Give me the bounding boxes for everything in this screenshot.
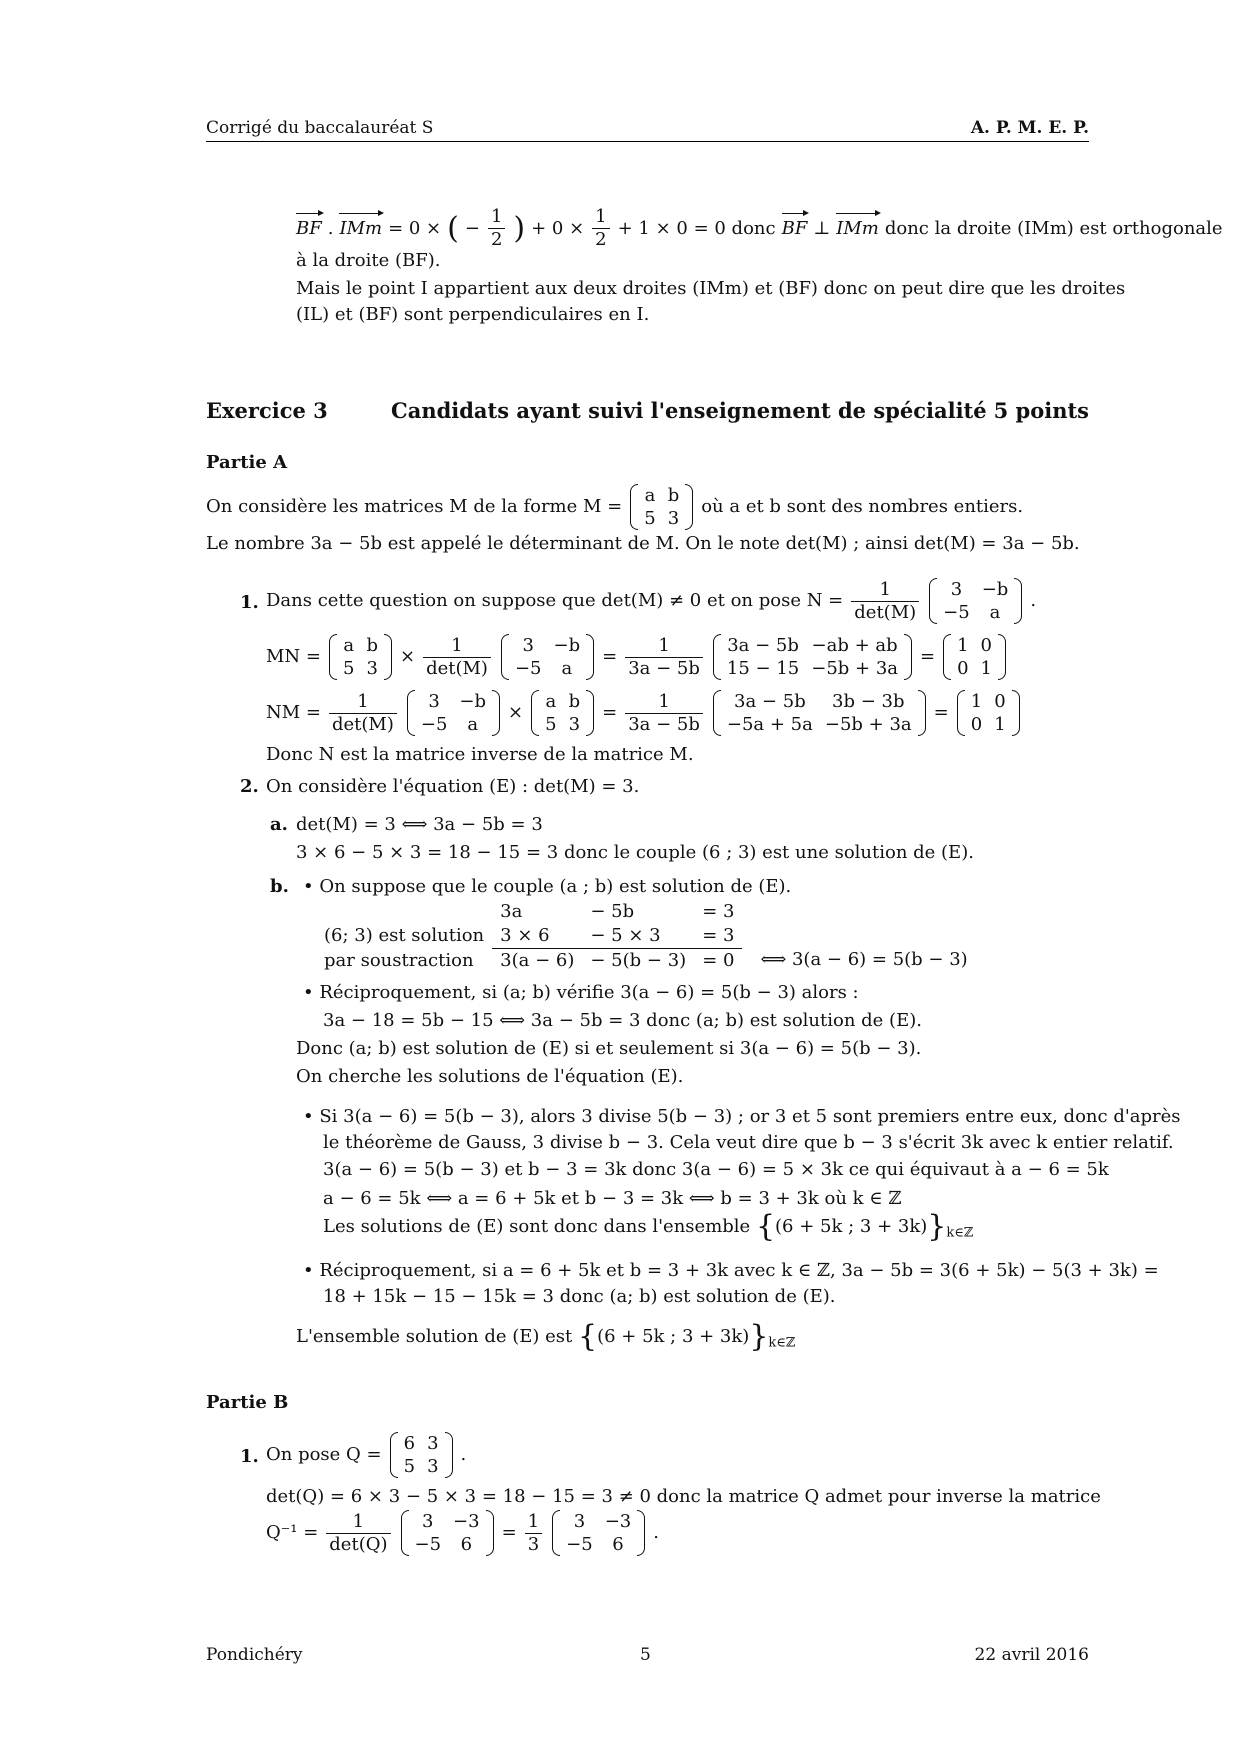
matrix-cell: 3: [573, 1511, 586, 1532]
matrix-cell: 5: [545, 714, 557, 735]
matrix-cell: 6: [403, 1433, 416, 1454]
matrix-m: [329, 634, 392, 680]
matrix-cell: −5a + 5a: [726, 714, 813, 735]
header-left: Corrigé du baccalauréat S: [206, 118, 434, 138]
q1-conclusion: Donc N est la matrice inverse de la matrice M.: [266, 744, 694, 765]
matrix-cell: 1: [957, 635, 969, 656]
matrix-cell: −5: [943, 602, 970, 623]
gauss-line-1: • Si 3(a − 6) = 5(b − 3), alors 3 divise 5(b − 3) ; or 3 et 5 sont premiers entre eux, donc d'après: [303, 1106, 1181, 1127]
final-solution: L'ensemble solution de (E) est {(6 + 5k ; $3 + 3k)\}_{k\in ℤ}$: [296, 1319, 796, 1354]
matrix-cell: −b: [553, 635, 581, 656]
top-line-3: Mais le point I appartient aux deux droites (IMm) et (BF) donc on peut dire que les droites: [296, 278, 1126, 299]
header-rule: [206, 141, 1089, 142]
nm-equation: NM = 1 det(M) 3 −b −5 a × a b 5 3 = $\frac{1}{3a - 5b}$ 3a − 5b 3b − 3b −5a + 5a −5b + 3a = 1 0 0 1: [266, 690, 1022, 736]
q2b-line-4: Donc (a; b) est solution de (E) si et seulement si 3(a − 6) = 5(b − 3).: [296, 1038, 922, 1059]
partA-intro-1: On considère les matrices M de la forme M = a b 5 3 où a et b sont des nombres entiers.: [206, 485, 1024, 529]
matrix-cell: −b: [459, 691, 487, 712]
matrix-cell: −5b + 3a: [811, 658, 898, 679]
q2a-label: a.: [270, 814, 288, 835]
matrix-cell: −5: [566, 1534, 593, 1555]
matrix-cell: 3: [950, 579, 963, 600]
matrix-cell: −ab + ab: [811, 635, 898, 656]
matrix-cell: b: [366, 635, 378, 656]
matrix-cell: 3a − 5b: [734, 691, 806, 712]
matrix-cell: 6: [460, 1534, 473, 1555]
matrix-cell: −5: [420, 714, 448, 735]
matrix-nadj: [501, 634, 594, 680]
q2b-label: b.: [270, 876, 289, 897]
q1-number: 1.: [240, 592, 259, 613]
vector-bf: BF: [296, 216, 322, 242]
fraction-half-2: $\frac{1}{2}$: [592, 206, 609, 251]
footer-right: 22 avril 2016: [974, 1645, 1089, 1665]
subtraction-system: 3a − 5b = 3 (6; 3) est solution 3 × 6 − 5 × 3 = 3 par soustraction 3(a − 6) − 5(b − 3) = 0 ⟺ 3(a − 6) = 5(b − 3): [324, 901, 968, 971]
header-right: A. P. M. E. P.: [970, 118, 1089, 138]
q2b-bullet-1: • On suppose que le couple (a ; b) est solution de (E).: [303, 876, 792, 897]
matrix-cell: 1: [980, 658, 992, 679]
matrix-cell: 3: [427, 1433, 439, 1454]
matrix-cell: a: [989, 602, 1001, 623]
q2b-line-5: On cherche les solutions de l'équation (E).: [296, 1066, 684, 1087]
matrix-cell: 0: [980, 635, 992, 656]
matrix-cell: 3: [667, 508, 680, 529]
q2a-line-2: 3 × 6 − 5 × 3 = 18 − 15 = 3 donc le couple (6 ; 3) est une solution de (E).: [296, 842, 974, 863]
gauss-line-4: a − 6 = 5k ⟺ a = 6 + 5k et b − 3 = 3k ⟺ b = 3 + 3k où k ∈ ℤ: [323, 1188, 902, 1209]
matrix-cell: 1: [970, 691, 983, 712]
footer-left: Pondichéry: [206, 1645, 303, 1665]
matrix-cell: 3a − 5b: [727, 635, 799, 656]
partA-intro-2: Le nombre 3a − 5b est appelé le déterminant de M. On le note det(M) ; ainsi det(M) = 3a − 5b.: [206, 533, 1080, 554]
matrix-qadj: [401, 1510, 494, 1556]
gauss-line-2: le théorème de Gauss, 3 divise b − 3. Cela veut dire que b − 3 s'écrit 3k avec k entier relatif.: [323, 1132, 1174, 1153]
matrix-cell: −3: [604, 1511, 632, 1532]
matrix-nadj: [407, 690, 500, 736]
matrix-nmprod: [713, 690, 926, 736]
matrix-cell: 5: [403, 1456, 416, 1477]
partA-title: Partie A: [206, 452, 288, 473]
matrix-cell: −5: [414, 1534, 442, 1555]
footer-page-number: 5: [640, 1645, 651, 1665]
top-line-1: BF . IMm = 0 × ( − $\frac{1}{2}$ ) + 0 × $\frac{1}{2}$ + 1 × 0 = 0 donc BF ⊥ IMm donc la droite (IMm) est orthogonale: [296, 206, 1223, 250]
gauss-line-5: Les solutions de (E) sont donc dans l'ensemble {(6 + 5k ; $3 + 3k)\}_{k\in ℤ}$: [323, 1209, 974, 1244]
matrix-Q: [390, 1432, 453, 1478]
matrix-cell: 6: [612, 1534, 624, 1555]
partB-q1-statement: On pose Q = 6 3 5 3 .: [266, 1433, 467, 1477]
matrix-i: [957, 690, 1020, 736]
q2-number: 2.: [240, 776, 259, 797]
mn-equation: MN = a b 5 3 × 1 det(M) 3 −b −5 a = $\frac{1}{3a - 5b}$ 3a − 5b −ab + ab 15 − 15 −5b + 3a = 1 0 0 1: [266, 634, 1008, 680]
matrix-cell: 3: [568, 714, 581, 735]
matrix-cell: −5: [514, 658, 542, 679]
reciprocal-line-1: • Réciproquement, si a = 6 + 5k et b = 3 + 3k avec k ∈ ℤ, 3a − 5b = 3(6 + 5k) − 5(3 + 3k) =: [303, 1260, 1159, 1281]
matrix-cell: 3: [428, 691, 440, 712]
matrix-cell: 15 − 15: [726, 658, 800, 679]
matrix-cell: a: [467, 714, 479, 735]
matrix-cell: 3: [422, 1511, 434, 1532]
matrix-cell: 5: [342, 658, 355, 679]
matrix-qadj: [552, 1510, 645, 1556]
matrix-cell: 3: [366, 658, 378, 679]
partB-q1-number: 1.: [240, 1446, 259, 1467]
matrix-cell: 3: [427, 1456, 439, 1477]
matrix-cell: a: [644, 485, 656, 506]
matrix-cell: 0: [957, 658, 969, 679]
matrix-cell: a: [343, 635, 355, 656]
exercise-title: Exercice 3: [206, 398, 328, 423]
matrix-cell: a: [545, 691, 557, 712]
top-line-4: (IL) et (BF) sont perpendiculaires en I.: [296, 304, 650, 325]
matrix-cell: b: [568, 691, 581, 712]
q1-statement: Dans cette question on suppose que det(M) ≠ 0 et on pose N = 1 det(M) 3 −b −5 a .: [266, 578, 1037, 623]
gauss-line-3: 3(a − 6) = 5(b − 3) et b − 3 = 3k donc 3(a − 6) = 5 × 3k ce qui équivaut à a − 6 = 5k: [323, 1159, 1109, 1180]
matrix-m: [531, 690, 594, 736]
matrix-N-adj: [929, 578, 1022, 624]
matrix-cell: 3b − 3b: [832, 691, 905, 712]
matrix-cell: 1: [994, 714, 1006, 735]
partB-line-2: det(Q) = 6 × 3 − 5 × 3 = 18 − 15 = 3 ≠ 0 donc la matrice Q admet pour inverse la matrice: [266, 1486, 1101, 1507]
matrix-cell: 3: [522, 635, 534, 656]
matrix-cell: −b: [981, 579, 1009, 600]
fraction-half: $\frac{1}{2}$: [488, 206, 505, 251]
matrix-cell: 5: [644, 508, 656, 529]
q2b-bullet-2: • Réciproquement, si (a; b) vérifie 3(a − 6) = 5(b − 3) alors :: [303, 982, 859, 1003]
matrix-cell: −5b + 3a: [824, 714, 912, 735]
q-inverse: Q⁻¹ = 1 det(Q) 3 −3 −5 6 = $\frac{1}{3}$ 3 −3 −5 6 .: [266, 1510, 659, 1555]
matrix-cell: 0: [994, 691, 1006, 712]
reciprocal-line-2: 18 + 15k − 15 − 15k = 3 donc (a; b) est solution de (E).: [323, 1286, 836, 1307]
matrix-cell: 0: [970, 714, 983, 735]
matrix-M: [630, 484, 693, 530]
q2-statement: On considère l'équation (E) : det(M) = 3.: [266, 776, 640, 797]
q2b-line-3: 3a − 18 = 5b − 15 ⟺ 3a − 5b = 3 donc (a; b) est solution de (E).: [323, 1010, 922, 1031]
matrix-cell: −3: [453, 1511, 480, 1532]
matrix-cell: b: [667, 485, 680, 506]
matrix-i: [943, 634, 1006, 680]
q2a-line-1: det(M) = 3 ⟺ 3a − 5b = 3: [296, 814, 543, 835]
exercise-subtitle: Candidats ayant suivi l'enseignement de spécialité: [391, 398, 987, 423]
matrix-cell: a: [561, 658, 573, 679]
partB-title: Partie B: [206, 1392, 289, 1413]
matrix-mnprod: [713, 634, 912, 680]
top-line-2: à la droite (BF).: [296, 250, 441, 271]
vector-imm: IMm: [339, 216, 382, 242]
exercise-points: 5 points: [993, 398, 1089, 423]
